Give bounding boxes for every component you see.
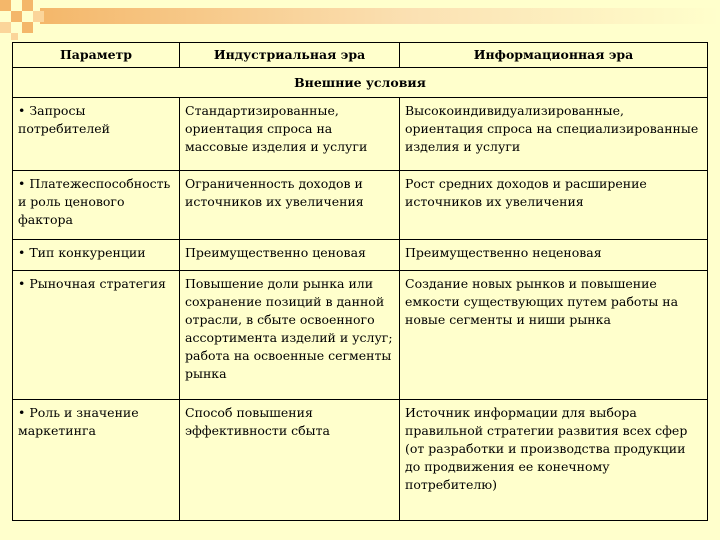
section-title: Внешние условия [13,68,708,98]
row-industrial: Ограниченность доходов и источников их увеличения [180,171,400,240]
row-industrial: Стандартизированные, ориентация спроса на массовые изделия и услуги [180,98,400,171]
row-industrial: Повышение доли рынка или сохранение позиций в данной отрасли, в сбыте освоенного ассортимента изделий и услуг; работа на освоенные сегменты рынка [180,271,400,400]
deco-square [33,11,44,22]
deco-square [22,0,33,11]
gradient-band [40,8,720,24]
table-row [13,271,708,400]
row-information: Источник информации для выбора правильной стратегии развития всех сфер (от разработки и производства продукции до продвижения ее конечному потребителю) [400,400,708,521]
header-parameter: Параметр [13,43,180,68]
row-parameter: • Роль и значение маркетинга [13,400,180,521]
table-row [13,240,708,271]
row-parameter: • Платежеспособность и роль ценового фактора [13,171,180,240]
row-parameter: • Рыночная стратегия [13,271,180,400]
row-industrial: Способ повышения эффективности сбыта [180,400,400,521]
row-parameter: • Тип конкуренции [13,240,180,271]
row-parameter: • Запросы потребителей [13,98,180,171]
row-information: Создание новых рынков и повышение емкости существующих путем работы на новые сегменты и ниши рынка [400,271,708,400]
section-row [13,68,708,98]
comparison-table [12,42,708,521]
deco-square [0,0,11,11]
row-industrial: Преимущественно ценовая [180,240,400,271]
header-industrial-era: Индустриальная эра [180,43,400,68]
decorative-header-band [0,0,720,40]
table-row [13,171,708,240]
row-information: Преимущественно неценовая [400,240,708,271]
decorative-squares [0,0,720,40]
header-information-era: Информационная эра [400,43,708,68]
deco-square [22,22,33,33]
table-row [13,98,708,171]
deco-square [11,11,22,22]
row-information: Высокоиндивидуализированные, ориентация спроса на специализированные изделия и услуги [400,98,708,171]
table-header-row [13,43,708,68]
table-row [13,400,708,521]
deco-square [11,33,18,40]
deco-square [0,22,11,33]
row-information: Рост средних доходов и расширение источников их увеличения [400,171,708,240]
